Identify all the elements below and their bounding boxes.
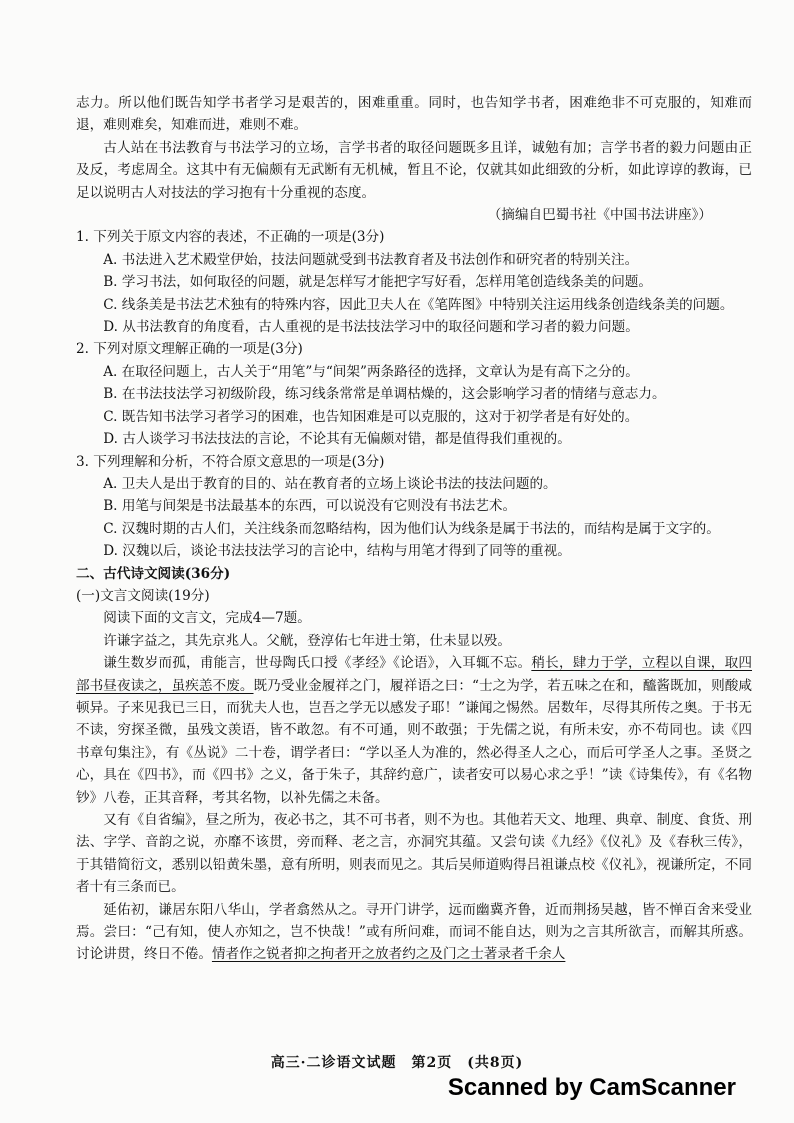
page-content bbox=[76, 92, 752, 966]
option-a: A. 在取径问题上，古人关于“用笔”与“间架”两条路径的选择，文章认为是有高下之分的。 bbox=[103, 363, 639, 380]
question-stem: 1. 下列关于原文内容的表述，不正确的一项是(3分) bbox=[76, 229, 385, 246]
option-c: C. 线条美是书法艺术独有的特殊内容，因此卫夫人在《笔阵图》中特别关注运用线条创造线条美的问题。 bbox=[103, 296, 734, 313]
option-d: D. 从书法教育的角度看，古人重视的是书法技法学习中的取径问题和学习者的毅力问题。 bbox=[103, 319, 639, 336]
option-b: B. 在书法技法学习初级阶段，练习线条常常是单调枯燥的，这会影响学习者的情绪与意志力。 bbox=[103, 386, 666, 403]
option-d: D. 汉魏以后，谈论书法技法学习的言论中，结构与用笔才得到了同等的重视。 bbox=[103, 543, 571, 560]
underlined-sentence: 情者作之锐者抑之拘者开之放者约之及门之士著录者千余人 bbox=[211, 946, 566, 963]
question-stem: 3. 下列理解和分析，不符合原文意思的一项是(3分) bbox=[76, 453, 385, 470]
reading-instruction: 阅读下面的文言文，完成4—7题。 bbox=[103, 610, 311, 627]
question-stem: 2. 下列对原文理解正确的一项是(3分) bbox=[76, 341, 303, 358]
classical-text: 谦生数岁而孤，甫能言，世母陶氏口授《孝经》《论语》，入耳辄不忘。 bbox=[103, 655, 532, 672]
classical-paragraph-1: 许谦字益之，其先京兆人。父觥，登淳佑七年进士第，仕未显以殁。 bbox=[103, 632, 511, 649]
section-heading: 二、古代诗文阅读(36分) bbox=[76, 565, 231, 582]
question-3 bbox=[76, 451, 752, 563]
intro-paragraph-1: 志力。所以他们既告知学书者学习是艰苦的，困难重重。同时，也告知学书者，困难绝非不可克服的，知难而退，难则难矣，知难而进，难则不难。 bbox=[76, 95, 752, 134]
subsection-heading: (一)文言文阅读(19分) bbox=[76, 587, 210, 604]
underlined-sentence: 稍长，肆力于学，立程以自课，取四部书昼夜读之，虽疾恙不废。 bbox=[76, 655, 753, 694]
classical-paragraph-3: 又有《自省编》，昼之所为，夜必书之，其不可书者，则不为也。其他若天文、地理、典章、制度、食货、刑法、字学、音韵之说，亦靡不该贯，旁而释、老之言，亦洞究其蕴。又尝句读《九经》《仪礼》及《春秋三传》，于其错简衍文，悉别以铅黄朱墨，意有所明，则表而见之。其后吴师道购得吕祖谦点校《仪礼》，视谦所定，不同者十有三条而已。 bbox=[76, 812, 752, 896]
classical-text: 既乃受业金履祥之门，履祥语之曰：“士之为学，若五味之在和，醯酱既加，则酸咸顿异。子来见我已三日，而犹夫人也，岂吾之学无以感发子耶！”谦闻之惕然。居数年，尽得其所传之奥。于书无不读，穷探圣微，虽残文羡语，皆不敢忽。有不可通，则不敢强；于先儒之说，有所未安，亦不苟同也。读《四书章句集注》，有《丛说》二十卷，谓学者曰：“学以圣人为准的，然必得圣人之心，而后可学圣人之事。圣贤之心，具在《四书》，而《四书》之义，备于朱子，其辞约意广，读者安可以易心求之乎！”读《诗集传》，有《名物钞》八卷，正其音释，考其名物，以补先儒之未备。 bbox=[76, 677, 753, 806]
option-a: A. 卫夫人是出于教育的目的、站在教育者的立场上谈论书法的技法问题的。 bbox=[103, 475, 557, 492]
option-b: B. 学习书法，如何取径的问题，就是怎样写才能把字写好看，怎样用笔创造线条美的问题。 bbox=[103, 274, 652, 291]
question-1 bbox=[76, 226, 752, 338]
intro-paragraph-2: 古人站在书法教育与书法学习的立场，言学书者的取径问题既多且详，诚勉有加；言学书者的毅力问题由正及反，考虑周全。这其中有无偏颇有无武断有无机械，暂且不论，仅就其如此细致的分析，如此谆谆的教诲，已足以说明古人对技法的学习抱有十分重视的态度。 bbox=[76, 139, 752, 201]
option-c: C. 既告知书法学习者学习的困难，也告知困难是可以克服的，这对于初学者是有好处的。 bbox=[103, 408, 639, 425]
scanner-watermark: Scanned by CamScanner bbox=[447, 1074, 736, 1101]
classical-paragraph-4 bbox=[76, 899, 752, 966]
option-c: C. 汉魏时期的古人们，关注线条而忽略结构，因为他们认为线条是属于书法的，而结构是属于文字的。 bbox=[103, 520, 720, 537]
classical-text: 延佑初，谦居东阳八华山，学者翕然从之。寻开门讲学，远而幽冀齐鲁，近而荆扬吴越，皆不惮百舍来受业焉。尝曰：“己有知，使人亦知之，岂不快哉！”或有所问难，而词不能自达，则为之言其所欲言，而解其所惑。讨论讲贯，终日不倦。 bbox=[76, 901, 752, 963]
source-citation: （摘编自巴蜀书社《中国书法讲座》） bbox=[487, 207, 712, 224]
option-a: A. 书法进入艺术殿堂伊始，技法问题就受到书法教育者及书法创作和研究者的特别关注。 bbox=[103, 251, 639, 268]
option-d: D. 古人谈学习书法技法的言论，不论其有无偏颇对错，都是值得我们重视的。 bbox=[103, 431, 571, 448]
classical-paragraph-2 bbox=[76, 652, 752, 809]
option-b: B. 用笔与间架是书法最基本的东西，可以说没有它则没有书法艺术。 bbox=[103, 498, 517, 515]
page-footer: 高三·二诊语文试题 第2页 (共8页) bbox=[270, 1055, 524, 1071]
question-2 bbox=[76, 338, 752, 450]
